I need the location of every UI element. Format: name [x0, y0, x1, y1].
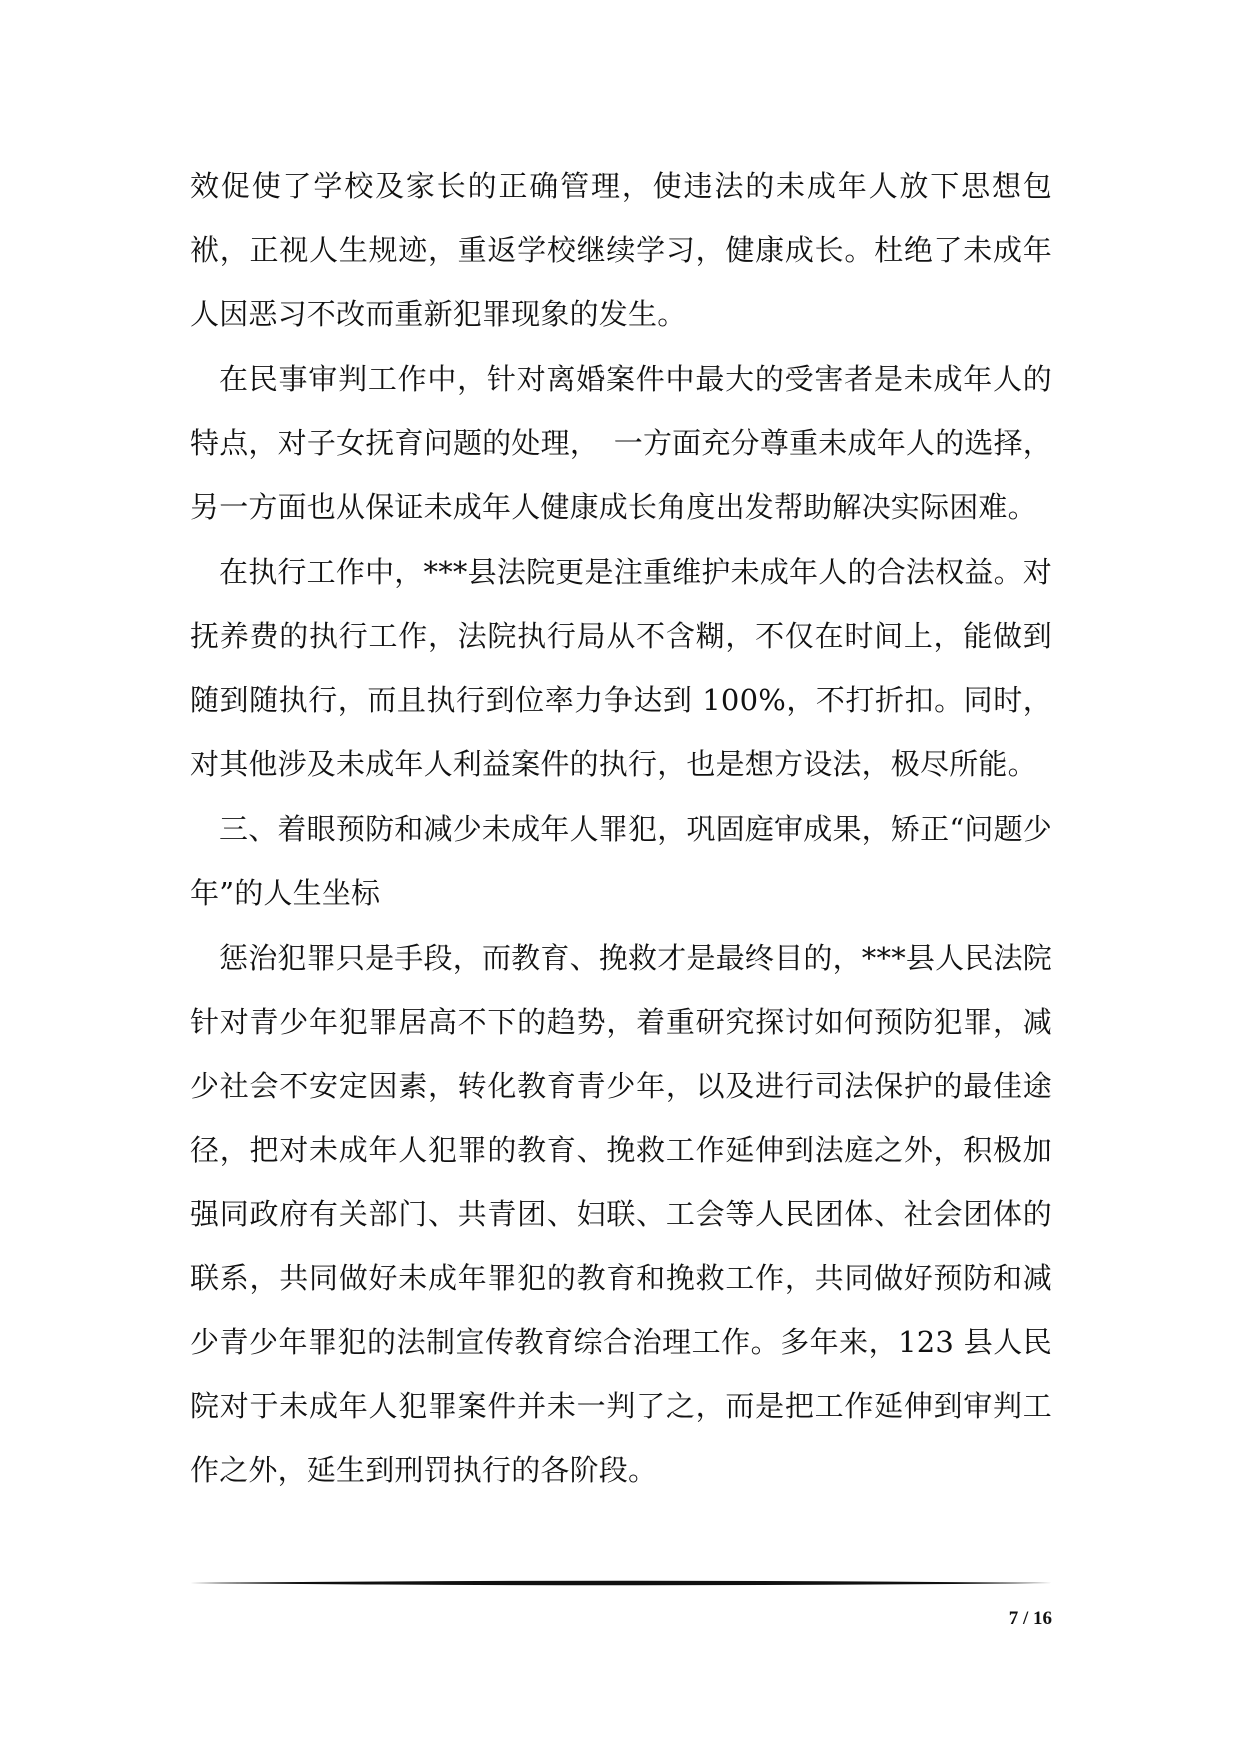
section-heading-three: 三、着眼预防和减少未成年人罪犯，巩固庭审成果，矫正“问题少年”的人生坐标: [190, 812, 1052, 910]
paragraph-enforcement: 在执行工作中，***县法院更是注重维护未成年人的合法权益。对抚养费的执行工作，法院执行局从不含糊，不仅在时间上，能做到随到随执行，而且执行到位率力争达到 100%，不打折扣。同时，对其他涉及未成年人利益案件的执行，也是想方设法，极尽所能。: [190, 555, 1052, 781]
paragraph-prevention: 惩治犯罪只是手段，而教育、挽救才是最终目的，***县人民法院针对青少年犯罪居高不下的趋势，着重研究探讨如何预防犯罪，减少社会不安定因素，转化教育青少年，以及进行司法保护的最佳途径，把对未成年人犯罪的教育、挽救工作延伸到法庭之外，积极加强同政府有关部门、共青团、妇联、工会等人民团体、社会团体的联系，共同做好未成年罪犯的教育和挽救工作，共同做好预防和减少青少年罪犯的法制宣传教育综合治理工作。多年来，123 县人民院对于未成年人犯罪案件并未一判了之，而是把工作延伸到审判工作之外，延生到刑罚执行的各阶段。: [190, 941, 1052, 1487]
page-number: 7 / 16: [1008, 1608, 1052, 1629]
paragraph-continuation: 效促使了学校及家长的正确管理，使违法的未成年人放下思想包袱，正视人生规迹，重返学校继续学习，健康成长。杜绝了未成年人因恶习不改而重新犯罪现象的发生。: [190, 169, 1052, 331]
paragraph-civil-trial: 在民事审判工作中，针对离婚案件中最大的受害者是未成年人的特点，对子女抚育问题的处理， 一方面充分尊重未成年人的选择，另一方面也从保证未成年人健康成长角度出发帮助解决实际困难。: [190, 362, 1052, 524]
document-body: [190, 154, 1052, 1503]
footer-divider: [190, 1578, 1052, 1588]
